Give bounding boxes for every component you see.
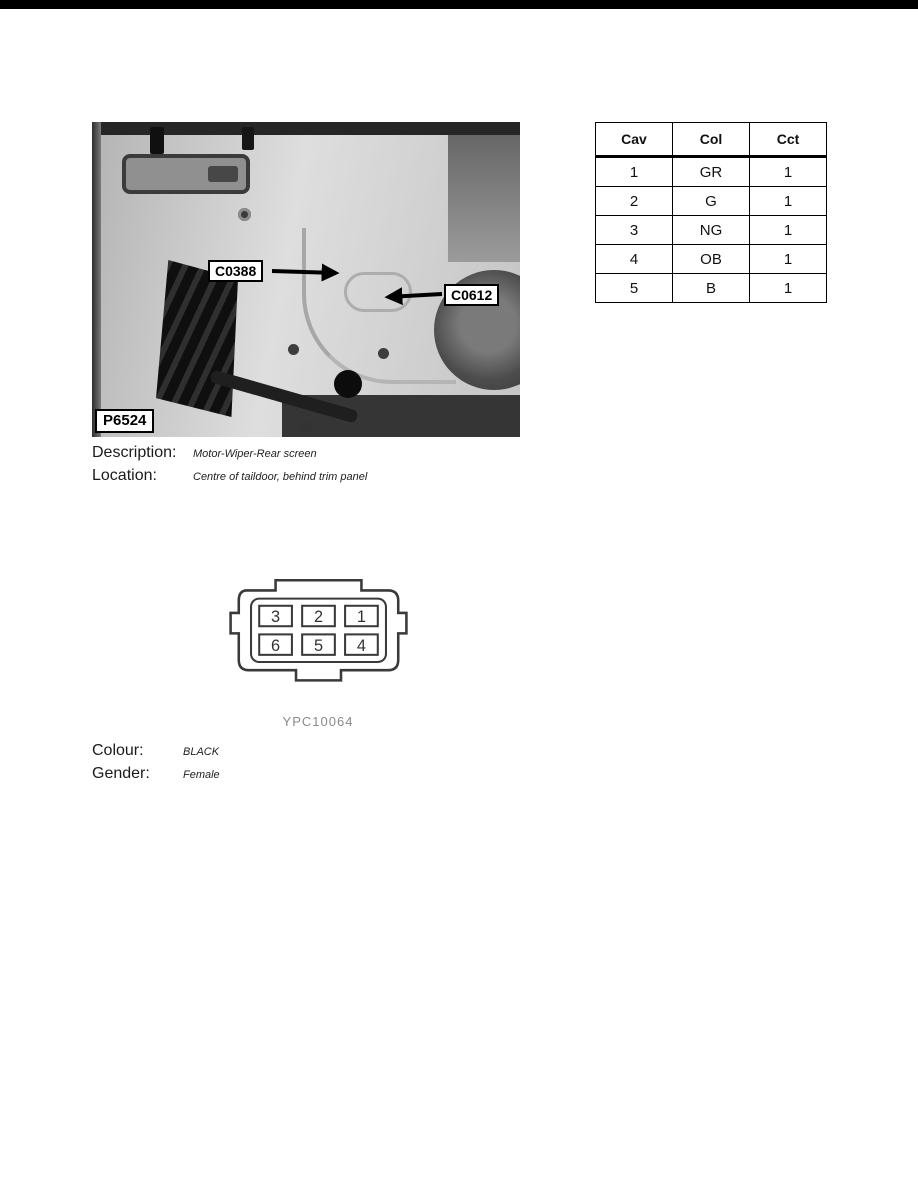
- location-value: Centre of taildoor, behind trim panel: [193, 471, 368, 483]
- cell-cav: 1: [596, 157, 673, 187]
- cavity-number: 3: [270, 608, 280, 627]
- location-row: [92, 467, 367, 485]
- cell-cct: 1: [750, 216, 827, 245]
- gender-value: Female: [183, 769, 220, 781]
- cell-cct: 1: [750, 245, 827, 274]
- panel-slot-latch: [208, 166, 238, 182]
- cell-col: B: [673, 274, 750, 303]
- cavity-table: [595, 122, 827, 303]
- connector-diagram: [213, 570, 423, 729]
- cavity-table-header-row: [596, 123, 827, 157]
- connector-outer-body: [230, 580, 406, 680]
- callout-c0388: C0388: [208, 260, 263, 282]
- cavity-number: 1: [356, 608, 366, 627]
- panel-stamped-oval: [344, 272, 412, 312]
- colour-label: Colour:: [92, 742, 144, 759]
- location-label: Location:: [92, 467, 157, 484]
- cavity-number: 2: [313, 608, 323, 627]
- photo-id-label: P6524: [95, 409, 154, 433]
- panel-hole-small: [288, 344, 299, 355]
- door-clip: [150, 127, 164, 154]
- gender-row: [92, 765, 220, 783]
- table-row: [596, 274, 827, 303]
- table-row: [596, 157, 827, 187]
- door-seal-edge: [92, 122, 101, 437]
- location-photo: [92, 122, 520, 437]
- colour-row: [92, 742, 219, 760]
- door-clip: [242, 127, 254, 150]
- panel-screw: [238, 208, 251, 221]
- cell-col: OB: [673, 245, 750, 274]
- dark-bracket: [156, 260, 238, 417]
- cell-cav: 4: [596, 245, 673, 274]
- cavity-number: 6: [270, 636, 280, 655]
- cell-cct: 1: [750, 157, 827, 187]
- cavity-number: 4: [356, 636, 366, 655]
- cell-cct: 1: [750, 274, 827, 303]
- cell-cav: 3: [596, 216, 673, 245]
- table-row: [596, 187, 827, 216]
- colour-value: BLACK: [183, 746, 220, 758]
- table-row: [596, 245, 827, 274]
- cell-cav: 5: [596, 274, 673, 303]
- window-aperture: [448, 135, 520, 262]
- panel-hole: [334, 370, 362, 398]
- connector-caption: YPC10064: [282, 714, 354, 729]
- connector-face-drawing: [216, 570, 421, 708]
- cell-cct: 1: [750, 187, 827, 216]
- description-value: Motor-Wiper-Rear screen: [193, 448, 317, 460]
- cell-col: GR: [673, 157, 750, 187]
- callout-c0612: C0612: [444, 284, 499, 306]
- page-top-border: [0, 0, 918, 9]
- col-header-cav: Cav: [596, 123, 673, 157]
- gender-label: Gender:: [92, 765, 150, 782]
- col-header-cct: Cct: [750, 123, 827, 157]
- cell-col: G: [673, 187, 750, 216]
- cavity-number: 5: [313, 636, 323, 655]
- panel-hole-small: [298, 422, 313, 432]
- table-row: [596, 216, 827, 245]
- col-header-col: Col: [673, 123, 750, 157]
- cell-col: NG: [673, 216, 750, 245]
- panel-hole-small: [378, 348, 389, 359]
- cell-cav: 2: [596, 187, 673, 216]
- description-label: Description:: [92, 444, 177, 461]
- description-row: [92, 444, 317, 462]
